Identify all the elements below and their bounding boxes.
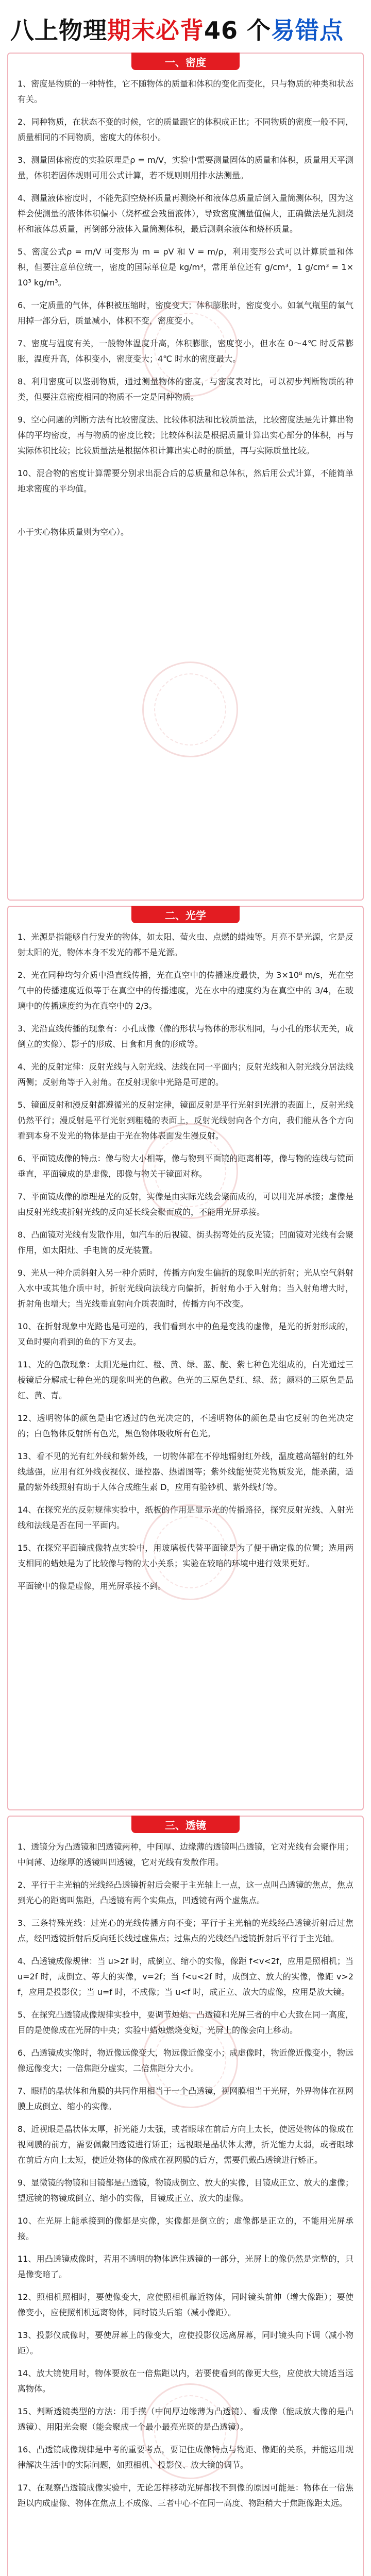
paragraph: 14、放大镜使用时，物体要放在一倍焦距以内，若要使看到的像更大些，应使放大镜适当远离物体。	[18, 2368, 353, 2394]
paragraph: 10、在光屏上能承接到的像都是实像，实像都是倒立的；虚像都是正立的，不能用光屏承接。	[18, 2216, 353, 2241]
paragraph: 7、平面镜成像的原理是光的反射，实像是由实际光线会聚而成的，可以用光屏承接；虚像是由反射光线或折射光线的反向延长线会聚而成的，不能用光屏承接。	[18, 1192, 353, 1217]
title-part-1: 八上物理	[10, 16, 107, 44]
section-lenses	[7, 1816, 364, 2576]
page-title	[0, 5, 371, 53]
section-heading: 一、密度	[131, 53, 240, 70]
watermark-seal-icon	[142, 662, 238, 757]
paragraph: 4、光的反射定律：反射光线与入射光线、法线在同一平面内；反射光线和入射光线分居法线两侧；反射角等于入射角。在反射现象中光路是可逆的。	[18, 1062, 353, 1087]
paragraph: 14、在探究光的反射规律实验中，纸板的作用是显示光的传播路径，探究反射光线、入射光线和法线是否在同一平面内。	[18, 1505, 353, 1530]
trailing-note: 平面镜中的像是虚像，用光屏承接不到。	[18, 1581, 166, 1591]
spacer	[18, 504, 353, 524]
title-part-3: 46 个	[204, 16, 272, 44]
paragraph: 8、利用密度可以鉴别物质，通过测量物体的密度，与密度表对比，可以初步判断物质的种类，但要注意密度相同的物质不一定是同种物质。	[18, 377, 353, 402]
paragraph: 9、空心问题的判断方法有比较密度法、比较体积法和比较质量法，比较密度法是先计算出物体的平均密度，再与物质的密度比较；比较体积法是根据质量计算出实心部分的体积，再与实际体积比较；比较质量法是根据体积计算出实心时的质量，再与实际质量比较。	[18, 415, 353, 455]
paragraph: 10、混合物的密度计算需要分别求出混合后的总质量和总体积，然后用公式计算，不能简单地求密度的平均值。	[18, 468, 353, 494]
paragraph: 9、光从一种介质斜射入另一种介质时，传播方向发生偏折的现象叫光的折射；光从空气斜射入水中或其他介质中时，折射光线向法线方向偏折，折射角小于入射角；当入射角增大时，折射角也增大；当光线垂直射向介质表面时，传播方向不改变。	[18, 1268, 353, 1309]
paragraph: 8、近视眼是晶状体太厚，折光能力太强，或者眼球在前后方向上太长，使远处物体的像成在视网膜的前方，需要佩戴凹透镜进行矫正；远视眼是晶状体太薄，折光能力太弱，或者眼球在前后方向上太短，使近处物体的像成在视网膜的后方，需要佩戴凸透镜进行矫正。	[18, 2124, 353, 2165]
paragraph: 5、在探究凸透镜成像规律实验中，要调节烛焰、凸透镜和光屏三者的中心大致在同一高度，目的是使像成在光屏的中央；实验中蜡烛燃烧变短，光屏上的像会向上移动。	[18, 2010, 353, 2035]
paragraph: 15、在探究平面镜成像特点实验中，用玻璃板代替平面镜是为了便于确定像的位置；选用两支相同的蜡烛是为了比较像与物的大小关系；实验在较暗的环境中进行效果更好。	[18, 1543, 353, 1568]
paragraph: 8、凸面镜对光线有发散作用，如汽车的后视镜、街头拐弯处的反光镜；凹面镜对光线有会聚作用，如太阳灶、手电筒的反光装置。	[18, 1230, 353, 1255]
paragraph: 3、光沿直线传播的现象有：小孔成像（像的形状与物体的形状相同，与小孔的形状无关，成倒立的实像）、影子的形成、日食和月食的形成等。	[18, 1024, 353, 1049]
paragraph: 6、凸透镜成实像时，物近像远像变大，物远像近像变小；成虚像时，物近像近像变小，物远像远像变大；一倍焦距分虚实，二倍焦距分大小。	[18, 2048, 353, 2073]
section-density	[7, 53, 364, 901]
paragraph: 12、透明物体的颜色是由它透过的色光决定的，不透明物体的颜色是由它反射的色光决定的；白色物体反射所有色光，黑色物体吸收所有色光。	[18, 1413, 353, 1438]
paragraph: 6、一定质量的气体，体积被压缩时，密度变大；体积膨胀时，密度变小。如氧气瓶里的氧气用掉一部分后，质量减小，体积不变，密度变小。	[18, 300, 353, 326]
paragraph: 17、在观察凸透镜成像实验中，无论怎样移动光屏都找不到像的原因可能是：物体在一倍焦距以内成虚像、物体在焦点上不成像、三者中心不在同一高度、物距稍大于焦距像距太远。	[18, 2483, 353, 2508]
paragraph: 2、光在同种均匀介质中沿直线传播，光在真空中的传播速度最快，为 3×10⁸ m/s，光在空气中的传播速度近似等于在真空中的传播速度，光在水中的速度约为在真空中的 3/4，在玻璃中的传播速度约为在真空中的 2/3。	[18, 970, 353, 1011]
paragraph: 7、眼睛的晶状体和角膜的共同作用相当于一个凸透镜，视网膜相当于光屏，外界物体在视网膜上成倒立、缩小的实像。	[18, 2086, 353, 2111]
title-part-4: 易错点	[271, 16, 344, 44]
paragraph: 12、照相机照相时，要使像变大，应使照相机靠近物体，同时镜头前伸（增大像距）；要使像变小，应使照相机远离物体，同时镜头后缩（减小像距）。	[18, 2292, 353, 2317]
paragraph: 13、投影仪成像时，要使屏幕上的像变大，应使投影仪远离屏幕，同时镜头向下调（减小物距）。	[18, 2330, 353, 2355]
paragraph: 9、显微镜的物镜和目镜都是凸透镜，物镜成倒立、放大的实像，目镜成正立、放大的虚像；望远镜的物镜成倒立、缩小的实像，目镜成正立、放大的虚像。	[18, 2178, 353, 2203]
paragraph: 2、平行于主光轴的光线经凸透镜折射后会聚于主光轴上一点，这一点叫凸透镜的焦点，焦点到光心的距离叫焦距，凸透镜有两个实焦点，凹透镜有两个虚焦点。	[18, 1880, 353, 1905]
paragraph: 6、平面镜成像的特点：像与物大小相等，像与物到平面镜的距离相等，像与物的连线与镜面垂直，平面镜成的是虚像，即像与物关于镜面对称。	[18, 1154, 353, 1179]
paragraph: 11、用凸透镜成像时，若用不透明的物体遮住透镜的一部分，光屏上的像仍然是完整的，只是像变暗了。	[18, 2254, 353, 2279]
paragraph: 10、在折射现象中光路也是可逆的，我们看到水中的鱼是变浅的虚像，是光的折射形成的，叉鱼时要向看到的鱼的下方叉去。	[18, 1321, 353, 1347]
paragraph: 5、镜面反射和漫反射都遵循光的反射定律，镜面反射是平行光射到光滑的表面上，反射光线仍然平行；漫反射是平行光射到粗糙的表面上，反射光线射向各个方向，我们能从各个方向看到本身不发光的物体是由于光在物体表面发生漫反射。	[18, 1100, 353, 1141]
paragraph: 5、密度公式ρ = m/V 可变形为 m = ρV 和 V = m/ρ，利用变形公式可以计算质量和体积，但要注意单位统一，密度的国际单位是 kg/m³，常用单位还有 g/cm³，1 g/cm³ = 1×10³ kg/m³。	[18, 247, 353, 287]
paragraph: 1、密度是物质的一种特性，它不随物体的质量和体积的变化而变化，只与物质的种类和状态有关。	[18, 79, 353, 104]
paragraph: 3、测量固体密度的实验原理是ρ = m/V，实验中需要测量固体的质量和体积，质量用天平测量，体积若固体规则可用公式计算，若不规则则用排水法测量。	[18, 155, 353, 180]
paragraph: 1、透镜分为凸透镜和凹透镜两种，中间厚、边缘薄的透镜叫凸透镜，它对光线有会聚作用；中间薄、边缘厚的透镜叫凹透镜，它对光线有发散作用。	[18, 1842, 353, 1867]
paragraph: 4、测量液体密度时，不能先测空烧杯质量再测烧杯和液体总质量后倒入量筒测体积，因为这样会使测量的液体体积偏小（烧杯壁会残留液体），导致密度测量值偏大，正确做法是先测烧杯和液体总质量，再倒部分液体入量筒测体积，最后测剩余液体和烧杯质量。	[18, 193, 353, 234]
title-part-2: 期末必背	[107, 16, 204, 44]
paragraph: 16、凸透镜成像规律是中考的重要考点，要记住成像特点与物距、像距的关系，并能运用规律解决生活中的实际问题，如照相机、投影仪、放大镜的调节。	[18, 2445, 353, 2470]
paragraph: 1、光源是指能够自行发光的物体，如太阳、萤火虫、点燃的蜡烛等。月亮不是光源，它是反射太阳的光，物体本身不发光的都不是光源。	[18, 932, 353, 957]
trailing-note: 小于实心物体质量则为空心）。	[18, 527, 129, 537]
paragraph: 11、光的色散现象：太阳光是由红、橙、黄、绿、蓝、靛、紫七种色光组成的，白光通过三棱镜后分解成七种色光的现象叫光的色散。色光的三原色是红、绿、蓝；颜料的三原色是品红、黄、青。	[18, 1360, 353, 1400]
paragraph: 15、判断透镜类型的方法：用手摸（中间厚边缘薄为凸透镜）、看成像（能成放大像的是凸透镜）、用阳光会聚（能会聚成一个最小最亮光斑的是凸透镜）。	[18, 2406, 353, 2432]
section-optics	[7, 906, 364, 1810]
section-heading: 二、光学	[131, 906, 240, 923]
paragraph: 13、看不见的光有红外线和紫外线，一切物体都在不停地辐射红外线，温度越高辐射的红外线越强，应用有红外线夜视仪、遥控器、热谱图等；紫外线能使荧光物质发光，能杀菌，适量的紫外线照射有助于人体合成维生素 D，应用有验钞机、紫外线灯等。	[18, 1451, 353, 1492]
paragraph: 2、同种物质，在状态不变的时候，它的质量跟它的体积成正比；不同物质的密度一般不同，质量相同的不同物质，密度大的体积小。	[18, 117, 353, 142]
paragraph: 3、三条特殊光线：过光心的光线传播方向不变；平行于主光轴的光线经凸透镜折射后过焦点，经凹透镜折射后反向延长线过虚焦点；过焦点的光线经凸透镜折射后平行于主光轴。	[18, 1918, 353, 1943]
section-heading: 三、透镜	[131, 1816, 240, 1833]
paragraph: 4、凸透镜成像规律：当 u>2f 时，成倒立、缩小的实像，像距 f<v<2f，应用是照相机；当 u=2f 时，成倒立、等大的实像，v=2f；当 f<u<2f 时，成倒立、放大的实像，像距 v>2f，应用是投影仪；当 u=f 时，不成像；当 u<f 时，成正立、放大的虚像，应用是放大镜。	[18, 1956, 353, 1997]
paragraph: 7、密度与温度有关，一般物体温度升高，体积膨胀，密度变小，但水在 0～4℃ 时反常膨胀，温度升高，体积变小，密度变大；4℃ 时水的密度最大。	[18, 338, 353, 364]
